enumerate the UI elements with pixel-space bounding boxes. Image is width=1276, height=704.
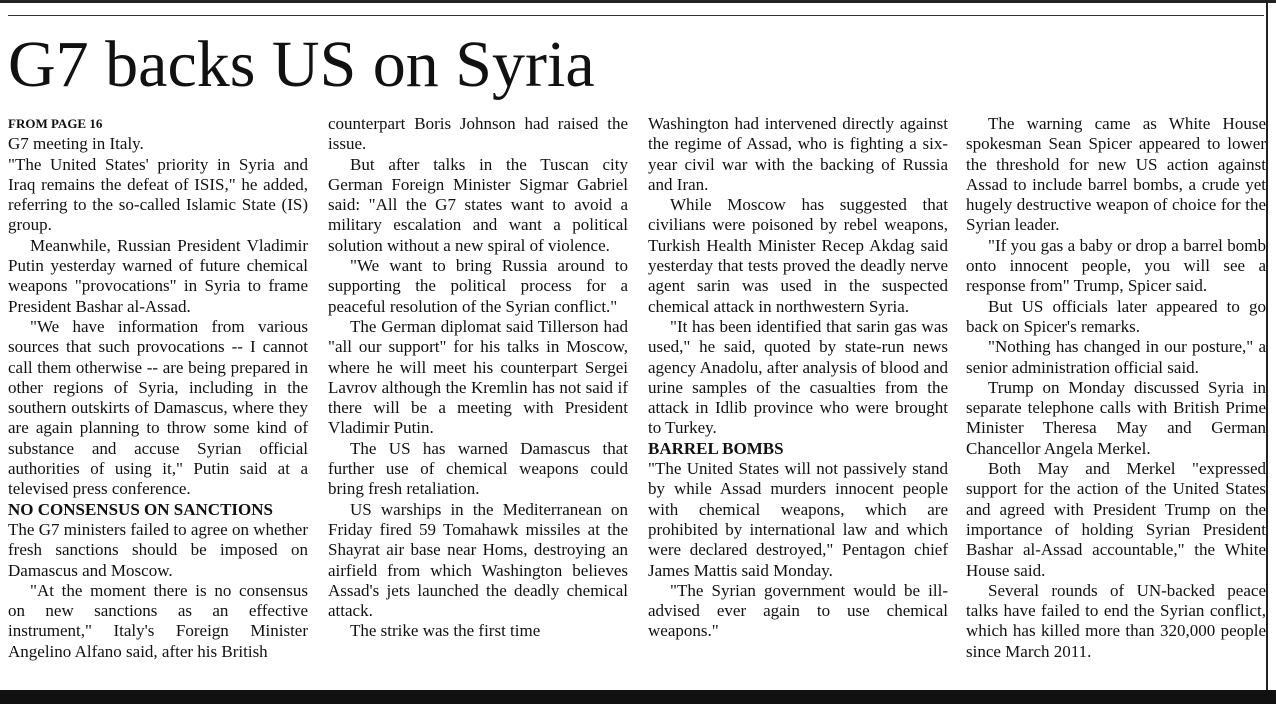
kicker-from-page: FROM PAGE 16 (8, 116, 103, 131)
paragraph: counterpart Boris Johnson had raised the issue. (328, 114, 628, 154)
subheading: BARREL BOMBS (648, 438, 784, 458)
paragraph: Several rounds of UN-backed peace talks have failed to end the Syrian conflict, which has killed more than 320,000 people since March 2011. (966, 580, 1266, 661)
paragraph: "If you gas a baby or drop a barrel bomb onto innocent people, you will see a response from" Trump, Spicer said. (966, 235, 1266, 296)
paragraph: US warships in the Mediterranean on Friday fired 59 Tomahawk missiles at the Shayrat air base near Homs, destroying an airfield from which Washington believes Assad's jets launched the deadly chemical attack. (328, 499, 628, 621)
paragraph: "The United States will not passively stand by while Assad murders innocent people with chemical weapons, which are prohibited by international law and which were declared destroyed," Pentagon chief James Mattis said Monday. (648, 459, 948, 580)
paragraph: The G7 ministers failed to agree on whether fresh sanctions should be imposed on Damascus and Moscow. (8, 519, 308, 580)
paragraph: "The Syrian government would be ill-advised ever again to use chemical weapons." (648, 580, 948, 641)
paragraph: Meanwhile, Russian President Vladimir Putin yesterday warned of future chemical weapons "provocations" in Syria to frame President Bashar al-Assad. (8, 235, 308, 316)
paragraph: But US officials later appeared to go back on Spicer's remarks. (966, 296, 1266, 336)
paragraph: The strike was the first time (350, 621, 541, 641)
paragraph: The US has warned Damascus that further use of chemical weapons could bring fresh retaliation. (328, 438, 628, 499)
paragraph: "Nothing has changed in our posture," a senior administration official said. (966, 337, 1266, 377)
article-column-4 (966, 114, 1266, 690)
right-page-edge (1266, 0, 1268, 690)
paragraph: But after talks in the Tuscan city German Foreign Minister Sigmar Gabriel said: "All the G7 states want to avoid a military escalation and want a political solution without a new spiral of violence. (328, 154, 628, 255)
paragraph: "It has been identified that sarin gas was used," he said, quoted by state-run news agency Anadolu, after analysis of blood and urine samples of the casualties from the attack in Idlib province who were brought to Turkey. (648, 316, 948, 438)
subheading: NO CONSENSUS ON SANCTIONS (8, 499, 273, 519)
paragraph: "At the moment there is no consensus on new sanctions as an effective instrument," Italy's Foreign Minister Angelino Alfano said, after his British (8, 580, 308, 661)
top-rule (0, 0, 1276, 3)
paragraph: Trump on Monday discussed Syria in separate telephone calls with British Prime Minister Theresa May and German Chancellor Angela Merkel. (966, 377, 1266, 458)
header-rule (8, 15, 1264, 16)
paragraph: The warning came as White House spokesman Sean Spicer appeared to lower the threshold for new US action against Assad to include barrel bombs, a crude yet hugely destructive weapon of choice for the Syrian leader. (966, 114, 1266, 235)
paragraph: G7 meeting in Italy. (8, 134, 144, 154)
article-column-1 (8, 114, 308, 690)
headline: G7 backs US on Syria (8, 28, 595, 101)
paragraph: "We have information from various sources that such provocations -- I cannot call them otherwise -- are being prepared in other regions of Syria, including in the southern outskirts of Damascus, where they are again planning to throw some kind of substance and accuse Syrian official authorities of using it," Putin said at a televised press conference. (8, 316, 308, 499)
bottom-bar (0, 690, 1276, 704)
article-column-3 (648, 114, 948, 690)
paragraph: "The United States' priority in Syria and Iraq remains the defeat of ISIS," he added, referring to the so-called Islamic State (IS) group. (8, 154, 308, 235)
paragraph: Washington had intervened directly against the regime of Assad, who is fighting a six-year civil war with the backing of Russia and Iran. (648, 114, 948, 194)
paragraph: While Moscow has suggested that civilians were poisoned by rebel weapons, Turkish Health Minister Recep Akdag said yesterday that tests proved the deadly nerve agent sarin was used in the suspected chemical attack in northwestern Syria. (648, 195, 948, 316)
article-column-2 (328, 114, 628, 690)
paragraph: "We want to bring Russia around to supporting the political process for a peaceful resolution of the Syrian conflict." (328, 256, 628, 316)
paragraph: Both May and Merkel "expressed support for the action of the United States and agreed with President Trump on the importance of holding Syrian President Bashar al-Assad accountable," the White House said. (966, 459, 1266, 580)
paragraph: The German diplomat said Tillerson had "all our support" for his talks in Moscow, where he will meet his counterpart Sergei Lavrov although the Kremlin has not said if there will be a meeting with President Vladimir Putin. (328, 316, 628, 438)
